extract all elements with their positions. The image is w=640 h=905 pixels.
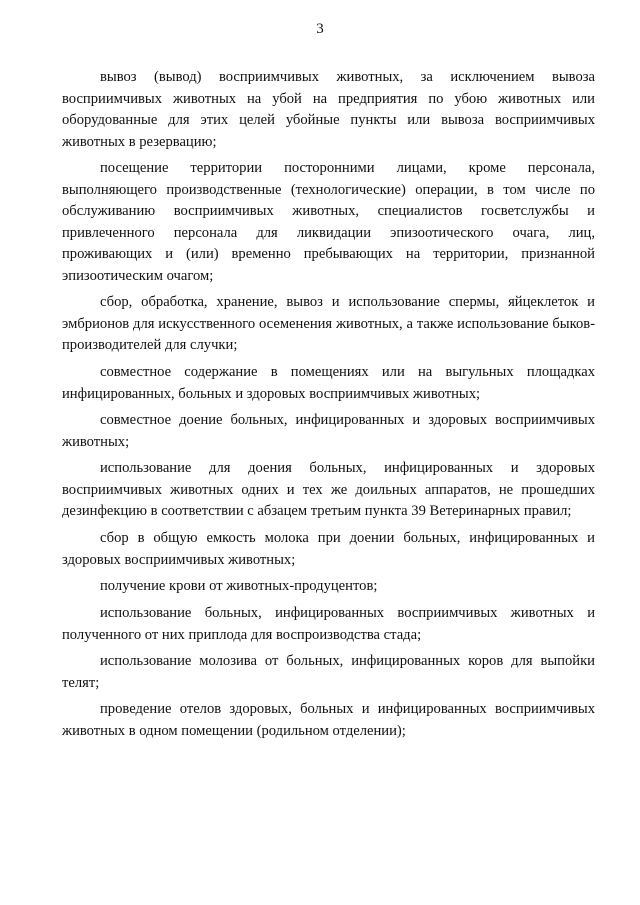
paragraph-9: использование больных, инфицированных восприимчивых животных и полученного от них приплода для воспроизводства стада;	[62, 605, 595, 643]
page-number: 3	[316, 21, 324, 37]
paragraph-2: посещение территории посторонними лицами, кроме персонала, выполняющего производственные (технологические) операции, в том числе по обслуживанию восприимчивых животных, специалистов госветслужбы и привлеченного персонала для ликвидации эпизоотического очага, лиц, проживающих и (или) временно пребывающих на территории, признанной эпизоотическим очагом;	[62, 160, 595, 284]
paragraph-8: получение крови от животных-продуцентов;	[100, 578, 378, 595]
paragraph-10: использование молозива от больных, инфицированных коров для выпойки телят;	[62, 653, 595, 691]
paragraph-11: проведение отелов здоровых, больных и инфицированных восприимчивых животных в одном помещении (родильном отделении);	[62, 701, 595, 739]
paragraph-1: вывоз (вывод) восприимчивых животных, за исключением вывоза восприимчивых животных на убой на предприятия по убою животных или оборудованные для этих целей убойные пункты или вывоза восприимчивых животных в резервацию;	[62, 69, 595, 150]
paragraph-7: сбор в общую емкость молока при доении больных, инфицированных и здоровых восприимчивых животных;	[62, 530, 595, 568]
document-body	[62, 67, 595, 748]
paragraph-3: сбор, обработка, хранение, вывоз и использование спермы, яйцеклеток и эмбрионов для искусственного осеменения животных, а также использование быков-производителей для случки;	[62, 294, 595, 354]
paragraph-5: совместное доение больных, инфицированных и здоровых восприимчивых животных;	[62, 412, 595, 450]
paragraph-4: совместное содержание в помещениях или на выгульных площадках инфицированных, больных и здоровых восприимчивых животных;	[62, 364, 595, 402]
paragraph-6: использование для доения больных, инфицированных и здоровых восприимчивых животных одних и тех же доильных аппаратов, не прошедших дезинфекцию в соответствии с абзацем третьим пункта 39 Ветеринарных правил;	[62, 460, 595, 520]
